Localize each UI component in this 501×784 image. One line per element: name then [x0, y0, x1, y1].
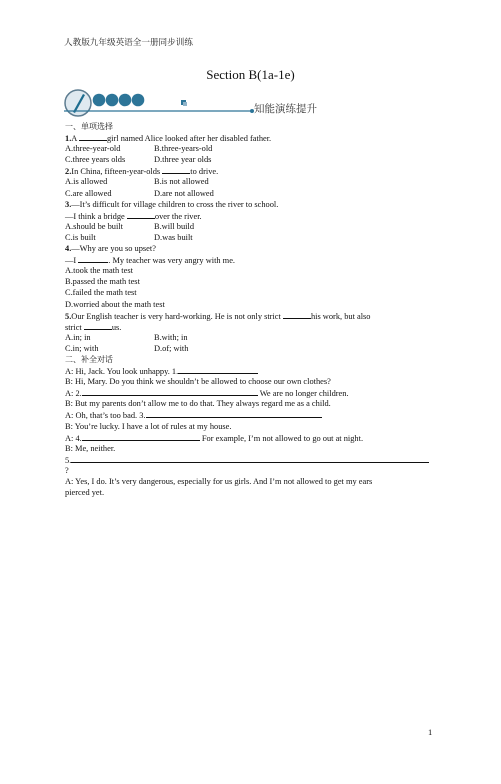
dialogue-line-2: B: Hi, Mary. Do you think we shouldn’t be allowed to choose our own clothes?	[65, 377, 331, 387]
dialogue-line-7: A: 4. For example, I’m not allowed to go out at night.	[65, 433, 364, 443]
dialogue-line-4: B: But my parents don’t allow me to do that. They always regard me as a child.	[65, 399, 331, 409]
answer-blank	[178, 365, 258, 374]
answer-blank	[162, 165, 190, 174]
q3-options-row2: C.is built D.was built	[65, 232, 193, 242]
question-4: 4.—Why are you so upset?	[65, 244, 156, 254]
q1-options-row2: C.three years olds D.three year olds	[65, 155, 212, 165]
question-3: 3.—It’s difficult for village children to cross the river to school.	[65, 199, 279, 209]
banner-label: 知能演练提升	[254, 103, 317, 115]
question-1: 1.A girl named Alice looked after her disabled father.	[65, 134, 272, 144]
section-title: Section B(1a-1e)	[206, 67, 295, 82]
answer-blank	[84, 321, 112, 330]
question-5-line2: strict us.	[65, 322, 122, 332]
dialogue-line-8: B: Me, neither.	[65, 443, 116, 453]
dialogue-line-3: A: 2. We are no longer children.	[65, 389, 349, 399]
answer-blank	[82, 432, 200, 441]
dialogue-line-1: A: Hi, Jack. You look unhappy. 1.	[65, 365, 437, 376]
answer-blank	[146, 409, 322, 418]
question-3-line2: —I think a bridge over the river.	[65, 211, 202, 221]
q2-options-row2: C.are allowed D.are not allowed	[65, 188, 214, 198]
q2-options-row1: A.is allowed B.is not allowed	[65, 177, 209, 187]
q4-option-b: B.passed the math test	[65, 277, 140, 287]
dialogue-line-9: 5.	[65, 454, 437, 465]
answer-blank	[79, 132, 107, 141]
answer-blank	[283, 310, 311, 319]
q5-options-row2: C.in; with D.of; with	[65, 343, 189, 353]
part2-heading: 二、补全对话	[65, 354, 113, 364]
q1-options-row1: A.three-year-old B.three-years-old	[65, 144, 213, 154]
answer-blank	[82, 387, 258, 396]
answer-blank	[127, 210, 155, 219]
answer-blank	[78, 254, 108, 263]
q3-options-row1: A.should be built B.will build	[65, 221, 195, 231]
question-4-line2: —I . My teacher was very angry with me.	[65, 256, 236, 266]
dialogue-line-10: ?	[65, 465, 69, 475]
page-number: 1	[428, 727, 433, 737]
q4-option-d: D.worried about the math test	[65, 299, 165, 309]
question-2: 2.In China, fifteen-year-olds to drive.	[65, 167, 219, 177]
q4-option-c: C.failed the math test	[65, 288, 137, 298]
dialogue-line-11: A: Yes, I do. It’s very dangerous, especially for us girls. And I’m not allowed to get my ears	[65, 477, 373, 486]
dialogue-line-12: pierced yet.	[65, 488, 105, 498]
document-header: 人教版九年级英语全一册同步训练	[64, 38, 193, 48]
question-5: 5.Our English teacher is very hard-working. He is not only strict his work, but also	[65, 311, 371, 321]
dialogue-line-5: A: Oh, that’s too bad. 3.	[65, 409, 437, 420]
exercise-body	[65, 121, 437, 498]
part1-heading: 一、单项选择	[65, 122, 113, 131]
q4-option-a: A.took the math test	[65, 266, 133, 276]
dialogue-line-6: B: You’re lucky. I have a lot of rules at my house.	[65, 421, 232, 431]
answer-blank	[71, 454, 429, 463]
q5-options-row1: A.in; in B.with; in	[65, 332, 188, 342]
